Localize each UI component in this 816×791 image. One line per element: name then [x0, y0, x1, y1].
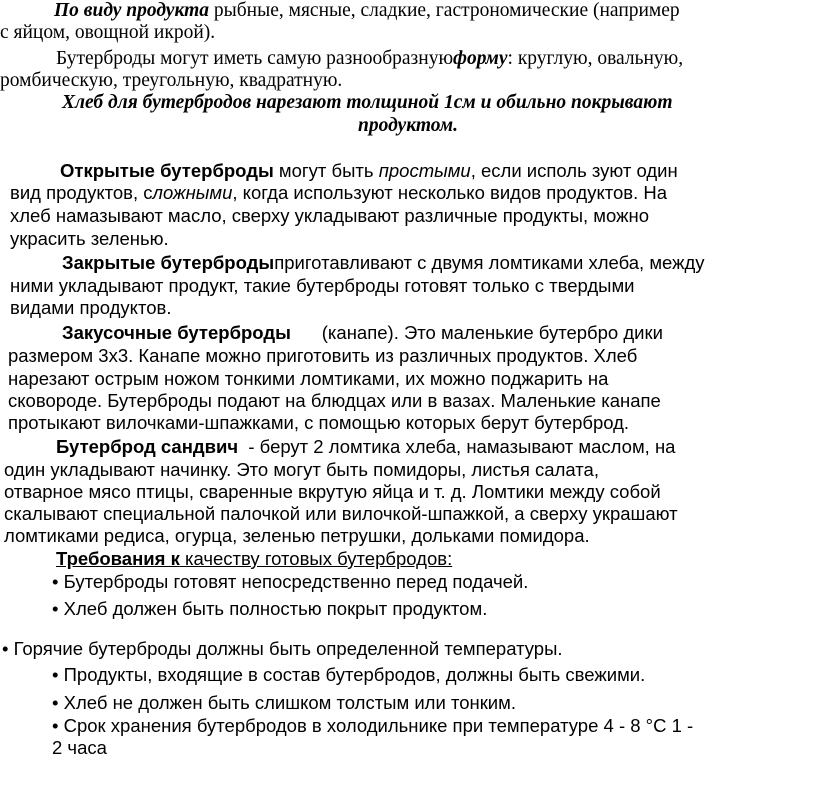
sandwich-line-2: один укладывают начинку. Это могут быть помидоры, листья салата,	[4, 459, 599, 480]
closed-sandwich-heading: Закрытые бутерброды	[62, 252, 275, 273]
open-text-l2a: вид продуктов, с	[10, 182, 153, 203]
open-simple-term: простыми	[378, 160, 471, 181]
snack-sandwich-line-4: сковороде. Бутерброды подают на блюдцах или в вазах. Маленькие канапе	[8, 390, 661, 411]
product-type-text: рыбные, мясные, сладкие, гастрономические (например	[213, 0, 680, 21]
requirement-item: • Хлеб должен быть полностью покрыт продуктом.	[52, 598, 488, 619]
requirement-item: • Горячие бутерброды должны быть определенной температуры.	[2, 638, 563, 659]
sandwich-line-3: отварное мясо птицы, сваренные вкрутую яйца и т. д. Ломтики между собой	[4, 481, 661, 502]
closed-sandwich-line-2: ними укладывают продукт, такие бутерброды готовят только с твердыми	[10, 275, 635, 296]
requirements-heading-rest: качеству готовых бутербродов:	[184, 548, 453, 569]
snack-sandwich-line-2: размером 3х3. Канапе можно приготовить из различных продуктов. Хлеб	[8, 345, 638, 366]
snack-text: (канапе). Это маленькие бутербро дики	[321, 322, 663, 343]
snack-sandwich-heading: Закусочные бутерброды	[62, 322, 291, 343]
product-type-heading: По виду продукта	[54, 0, 210, 21]
requirements-heading: Требования к	[56, 548, 180, 569]
requirement-item: • Хлеб не должен быть слишком толстым или тонким.	[52, 692, 516, 713]
open-text-b: , если исполь зуют один	[470, 160, 678, 181]
sandwich-heading: Бутерброд сандвич	[56, 436, 239, 457]
closed-text: приготавливают с двумя ломтиками хлеба, между	[274, 252, 705, 273]
open-text-a: могут быть	[278, 160, 374, 181]
sandwich-text: - берут 2 ломтика хлеба, намазывают маслом, на	[248, 436, 676, 457]
closed-sandwich-line-3: видами продуктов.	[10, 297, 172, 318]
requirements-heading-line	[56, 548, 452, 570]
open-sandwich-heading: Открытые бутерброды	[60, 160, 274, 181]
snack-sandwich-line-1	[62, 322, 663, 344]
open-sandwich-line-1	[60, 160, 678, 182]
open-sandwich-line-4: украсить зеленью.	[10, 228, 169, 249]
requirement-item-continuation: 2 часа	[52, 737, 107, 758]
product-type-line-2: с яйцом, овощной икрой).	[0, 22, 216, 43]
snack-sandwich-line-3: нарезают острым ножом тонкими ломтиками, их можно поджарить на	[8, 368, 609, 389]
paragraph-form	[56, 48, 683, 70]
requirement-item: • Бутерброды готовят непосредственно перед подачей.	[52, 571, 529, 592]
requirement-item: • Продукты, входящие в состав бутербродов, должны быть свежими.	[52, 664, 646, 685]
snack-sandwich-line-5: протыкают вилочками-шпажками, с помощью которых берут бутерброд.	[8, 412, 630, 433]
form-text-a: Бутерброды могут иметь самую разнообразную	[56, 48, 454, 69]
open-sandwich-line-3: хлеб намазывают масло, сверху укладывают различные продукты, можно	[10, 205, 649, 226]
sandwich-line-1	[56, 436, 675, 458]
requirement-item: • Срок хранения бутербродов в холодильнике при температуре 4 - 8 °С 1 -	[52, 715, 694, 736]
sandwich-line-4: скалывают специальной палочкой или вилочкой-шпажкой, а сверху украшают	[4, 503, 678, 524]
form-line-2: ромбическую, треугольную, квадратную.	[0, 70, 343, 91]
bread-thickness-line-2: продуктом.	[358, 115, 458, 136]
form-text-c: : круглую, овальную,	[507, 48, 684, 69]
paragraph-product-type	[54, 0, 680, 22]
closed-sandwich-line-1	[62, 252, 705, 274]
open-sandwich-line-2	[10, 182, 667, 204]
open-text-l2b: , когда используют несколько видов продуктов. На	[232, 182, 668, 203]
form-keyword: форму	[453, 48, 508, 69]
sandwich-line-5: ломтиками редиса, огурца, зеленью петрушки, дольками помидора.	[4, 525, 590, 546]
open-complex-term: ложными	[152, 182, 233, 203]
bread-thickness-line-1: Хлеб для бутербродов нарезают толщиной 1см и обильно покрывают	[62, 92, 673, 113]
